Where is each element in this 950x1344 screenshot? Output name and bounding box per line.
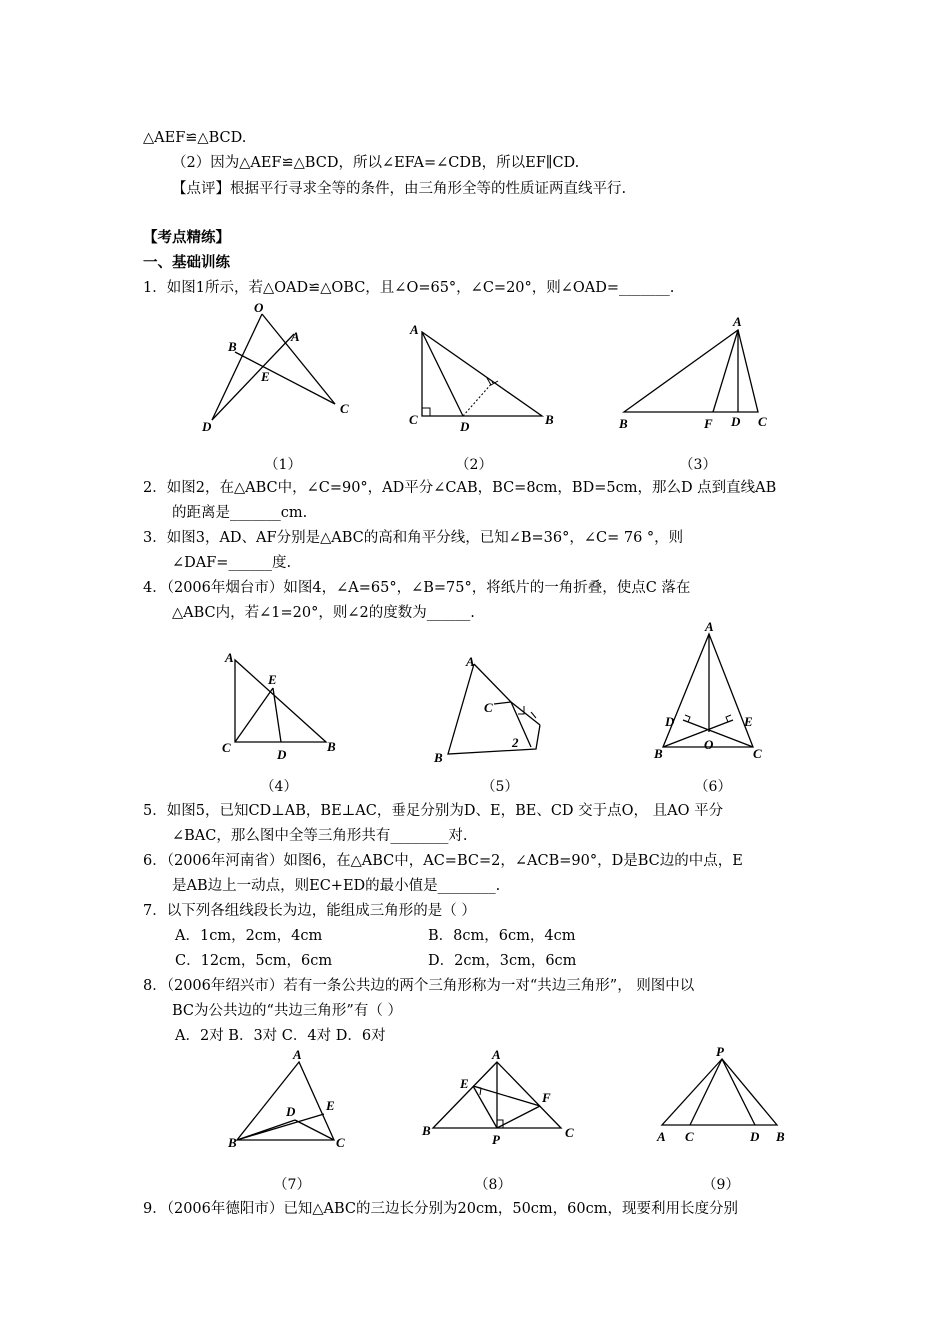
- question-8-cont: BC为公共边的“共边三角形”有（ ）: [172, 1003, 402, 1019]
- figure-caption: （8）: [474, 1177, 512, 1193]
- figure-caption: （2）: [455, 457, 493, 473]
- option-7a: A．1cm，2cm，4cm: [175, 928, 323, 944]
- point-label: E: [744, 714, 753, 729]
- section-heading: 【考点精练】: [143, 229, 230, 246]
- point-label: E: [326, 1098, 335, 1113]
- point-label: B: [228, 339, 237, 354]
- text-line: △AEF≌△BCD.: [143, 130, 247, 146]
- point-label: A: [492, 1047, 501, 1062]
- point-label: C: [758, 414, 767, 429]
- figure-caption: （7）: [273, 1177, 311, 1193]
- figure-caption: （1）: [264, 457, 302, 473]
- question-9: 9．（2006年德阳市）已知△ABC的三边长分别为20cm，50cm，60cm，现要利用长度分别: [143, 1201, 738, 1217]
- point-label: A: [291, 329, 300, 344]
- point-label: A: [705, 619, 714, 634]
- point-label: C: [409, 412, 418, 427]
- point-label: E: [460, 1076, 469, 1091]
- question-6-cont: 是AB边上一动点，则EC+ED的最小值是________.: [172, 878, 501, 894]
- figure-2-diagram: [400, 318, 570, 433]
- point-label: C: [753, 746, 762, 761]
- point-label: B: [654, 746, 663, 761]
- question-4: 4．（2006年烟台市）如图4，∠A=65°，∠B=75°，将纸片的一角折叠，使点C 落在: [143, 580, 691, 596]
- point-label: A: [466, 654, 475, 669]
- point-label: B: [776, 1129, 785, 1144]
- point-label: B: [327, 739, 336, 754]
- point-label: A: [225, 650, 234, 665]
- point-label: O: [254, 300, 264, 315]
- question-1: 1．如图1所示，若△OAD≌△OBC，且∠O=65°，∠C=20°，则∠OAD=_______.: [143, 280, 675, 296]
- point-label: O: [704, 737, 714, 752]
- point-label: P: [492, 1132, 500, 1147]
- point-label: A: [410, 322, 419, 337]
- figure-caption: （4）: [260, 779, 298, 795]
- point-label: D: [750, 1129, 760, 1144]
- point-label: C: [565, 1125, 574, 1140]
- point-label: C: [685, 1129, 694, 1144]
- options-8: A．2对 B．3对 C．4对 D．6对: [175, 1028, 386, 1044]
- point-label: D: [277, 747, 287, 762]
- point-label: P: [716, 1044, 724, 1059]
- point-label: D: [731, 414, 741, 429]
- figure-7-diagram: [225, 1048, 365, 1158]
- figure-caption: （9）: [702, 1177, 740, 1193]
- figure-9-diagram: [650, 1045, 800, 1150]
- question-3: 3．如图3，AD、AF分别是△ABC的高和角平分线，已知∠B=36°，∠C= 76 °，则: [143, 530, 684, 546]
- subsection-heading: 一、基础训练: [143, 254, 230, 271]
- figure-6-diagram: [650, 620, 770, 765]
- question-8: 8．（2006年绍兴市）若有一条公共边的两个三角形称为一对“共边三角形”， 则图中以: [143, 978, 695, 994]
- question-4-cont: △ABC内，若∠1=20°，则∠2的度数为______.: [172, 605, 475, 621]
- point-label: C: [336, 1135, 345, 1150]
- angle-label: 2: [512, 735, 519, 750]
- point-label: D: [286, 1104, 296, 1119]
- point-label: C: [484, 700, 493, 715]
- figure-5-diagram: [428, 650, 558, 768]
- text-line: 【点评】根据平行寻求全等的条件，由三角形全等的性质证两直线平行.: [172, 181, 627, 197]
- figure-caption: （5）: [481, 779, 519, 795]
- point-label: B: [228, 1135, 237, 1150]
- figure-4-diagram: [218, 646, 358, 766]
- option-7c: C．12cm，5cm，6cm: [175, 953, 333, 969]
- question-2: 2．如图2，在△ABC中，∠C=90°，AD平分∠CAB，BC=8cm，BD=5cm，那么D 点到直线AB: [143, 480, 777, 496]
- question-2-cont: 的距离是_______cm.: [172, 505, 308, 521]
- figure-3-diagram: [612, 310, 782, 435]
- point-label: D: [665, 714, 675, 729]
- point-label: D: [202, 419, 212, 434]
- point-label: B: [619, 416, 628, 431]
- question-5: 5．如图5，已知CD⊥AB，BE⊥AC，垂足分别为D、E，BE、CD 交于点O， 且AO 平分: [143, 803, 724, 819]
- question-7: 7．以下列各组线段长为边，能组成三角形的是（ ）: [143, 903, 476, 919]
- point-label: A: [657, 1129, 666, 1144]
- point-label: A: [733, 314, 742, 329]
- point-label: F: [542, 1090, 551, 1105]
- point-label: C: [340, 401, 349, 416]
- point-label: F: [704, 416, 713, 431]
- figure-1-diagram: [190, 300, 370, 440]
- point-label: B: [434, 750, 443, 765]
- point-label: E: [261, 369, 270, 384]
- figure-caption: （3）: [679, 457, 717, 473]
- question-6: 6．（2006年河南省）如图6，在△ABC中，AC=BC=2，∠ACB=90°，D是BC边的中点，E: [143, 853, 743, 869]
- point-label: C: [222, 740, 231, 755]
- question-3-cont: ∠DAF=______度.: [172, 555, 292, 571]
- text-line: （2）因为△AEF≌△BCD，所以∠EFA=∠CDB，所以EF∥CD.: [172, 155, 580, 171]
- point-label: A: [293, 1047, 302, 1062]
- point-label: B: [422, 1123, 431, 1138]
- option-7b: B．8cm，6cm，4cm: [428, 928, 576, 944]
- option-7d: D．2cm，3cm，6cm: [428, 953, 577, 969]
- figure-8-diagram: [415, 1048, 585, 1158]
- figure-caption: （6）: [694, 779, 732, 795]
- point-label: E: [268, 672, 277, 687]
- point-label: D: [460, 419, 470, 434]
- question-5-cont: ∠BAC，那么图中全等三角形共有________对.: [172, 828, 468, 844]
- point-label: B: [545, 412, 554, 427]
